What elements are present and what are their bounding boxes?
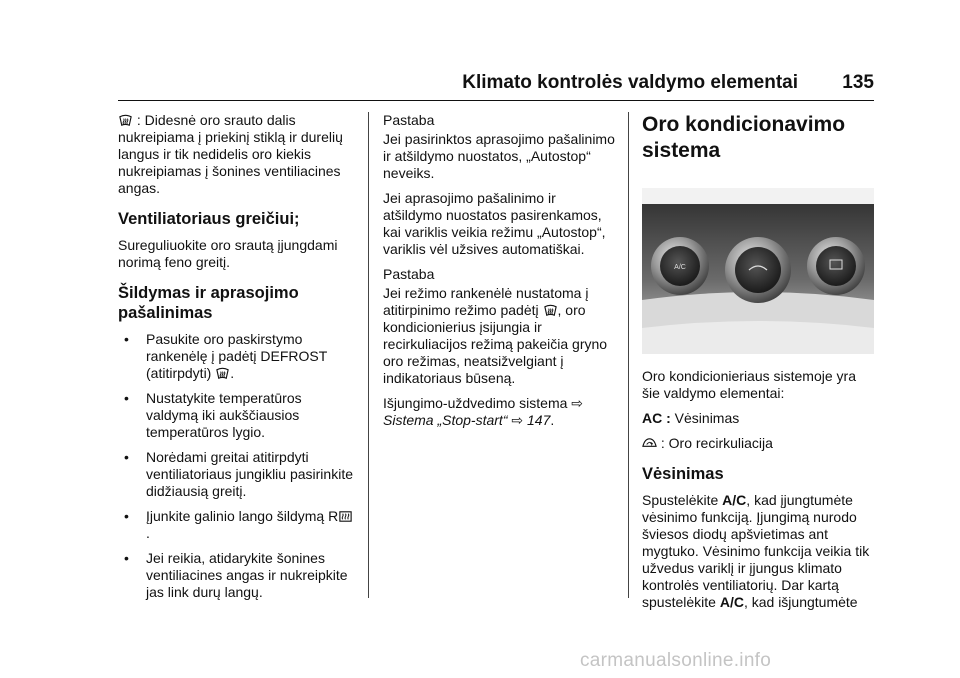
- list-item: • Jei reikia, atidarykite šonines ventiliacines angas ir nukreipkite jas link durų langų.: [118, 550, 354, 601]
- ac-value: Vėsinimas: [674, 410, 740, 426]
- ac-intro-text: Oro kondicionieriaus sistemoje yra šie valdymo elementai:: [642, 368, 856, 401]
- heating-steps-list: [118, 331, 354, 601]
- note-1-label: Pastaba: [383, 112, 435, 128]
- defrost-intro-text: : Didesnė oro srauto dalis nukreipiama į priekinį stiklą ir durelių langus ir tik nedidelis oro kiekis nukreipiamas į šonines ventiliacines angas.: [118, 112, 343, 196]
- climate-panel-photo: [642, 188, 874, 354]
- list-item: • Pasukite oro paskirstymo rankenėlę į padėtį DEFROST (atitirpdyti) .: [118, 331, 354, 382]
- page-number: 135: [842, 72, 874, 93]
- cross-reference: Išjungimo-uždvedimo sistema ⇨ Sistema „Stop-start“ ⇨ 147.: [383, 395, 584, 428]
- recirculation-definition: [642, 435, 874, 452]
- reference-arrow-icon: ⇨: [511, 412, 524, 428]
- ac-button-ref: A/C: [722, 492, 747, 508]
- cooling-text: Spustelėkite A/C, kad įjungtumėte vėsinimo funkciją. Įjungimą nurodo šviesos diodų apšvietimas ant mygtuko. Vėsinimo funkcija veikia tik užvedus variklį ir įjungus klimato kontrolės ventiliatorių. Dar kartą spustelėkite A/C, kad išjungtumėte: [642, 492, 870, 610]
- note-1-text: Jei pasirinktos aprasojimo pašalinimo ir atšildymo nuostatos, „Autostop“ neveiks.: [383, 131, 615, 181]
- note-2-label: Pastaba: [383, 266, 435, 282]
- reference-arrow-icon: ⇨: [571, 395, 584, 411]
- windshield-defrost-icon: [543, 303, 558, 318]
- list-item: • Įjunkite galinio lango šildymą R .: [118, 508, 354, 542]
- defrost-intro-paragraph: [118, 112, 354, 197]
- reference-page[interactable]: 147: [527, 412, 551, 428]
- note-1-text-2: Jei aprasojimo pašalinimo ir atšildymo nuostatos pasirenkamos, kai variklis veikia režimu „Autostop“, variklis vėl užsives automatiškai.: [383, 190, 606, 257]
- header-divider: [118, 100, 874, 101]
- windshield-defrost-icon: [118, 113, 133, 128]
- ac-key: AC :: [642, 410, 671, 426]
- section-heading: Oro kondicionavimo sistema: [642, 113, 846, 162]
- column-divider-2: [628, 112, 629, 598]
- rear-window-heater-icon: [338, 509, 353, 524]
- cooling-heading: Vėsinimas: [642, 465, 724, 483]
- page-header: [118, 72, 874, 98]
- svg-text:A/C: A/C: [674, 264, 686, 271]
- column-divider-1: [368, 112, 369, 598]
- fan-speed-heading: Ventiliatoriaus greičiui;: [118, 210, 300, 228]
- windshield-defrost-icon: [215, 366, 230, 381]
- ac-button-ref: A/C: [719, 594, 744, 610]
- column-3: [642, 112, 874, 619]
- reference-link[interactable]: Sistema „Stop-start“: [383, 412, 508, 428]
- recirculation-icon: [642, 436, 657, 451]
- recirculation-value: : Oro recirkuliacija: [660, 435, 773, 451]
- page-header-title: Klimato kontrolės valdymo elementai: [462, 72, 798, 93]
- column-1: [118, 112, 354, 609]
- heating-defog-heading: Šildymas ir aprasojimo pašalinimas: [118, 284, 299, 322]
- list-item: • Norėdami greitai atitirpdyti ventiliatoriaus jungikliu pasirinkite didžiausią greitį.: [118, 449, 354, 500]
- ac-definition: [642, 410, 874, 427]
- fan-speed-text: Sureguliuokite oro srautą įjungdami norimą feno greitį.: [118, 237, 338, 270]
- column-2: [383, 112, 615, 437]
- note-2-text: Jei režimo rankenėlė nustatoma į atitirpinimo režimo padėtį , oro kondicionierius įsijungia ir recirkuliacijos režimą pakeičia gryno oro režimas, neatsižvelgiant į indikatoriaus būseną.: [383, 285, 608, 386]
- watermark: carmanualsonline.info: [580, 650, 772, 671]
- list-item: • Nustatykite temperatūros valdymą iki aukščiausios temperatūros lygio.: [118, 390, 354, 441]
